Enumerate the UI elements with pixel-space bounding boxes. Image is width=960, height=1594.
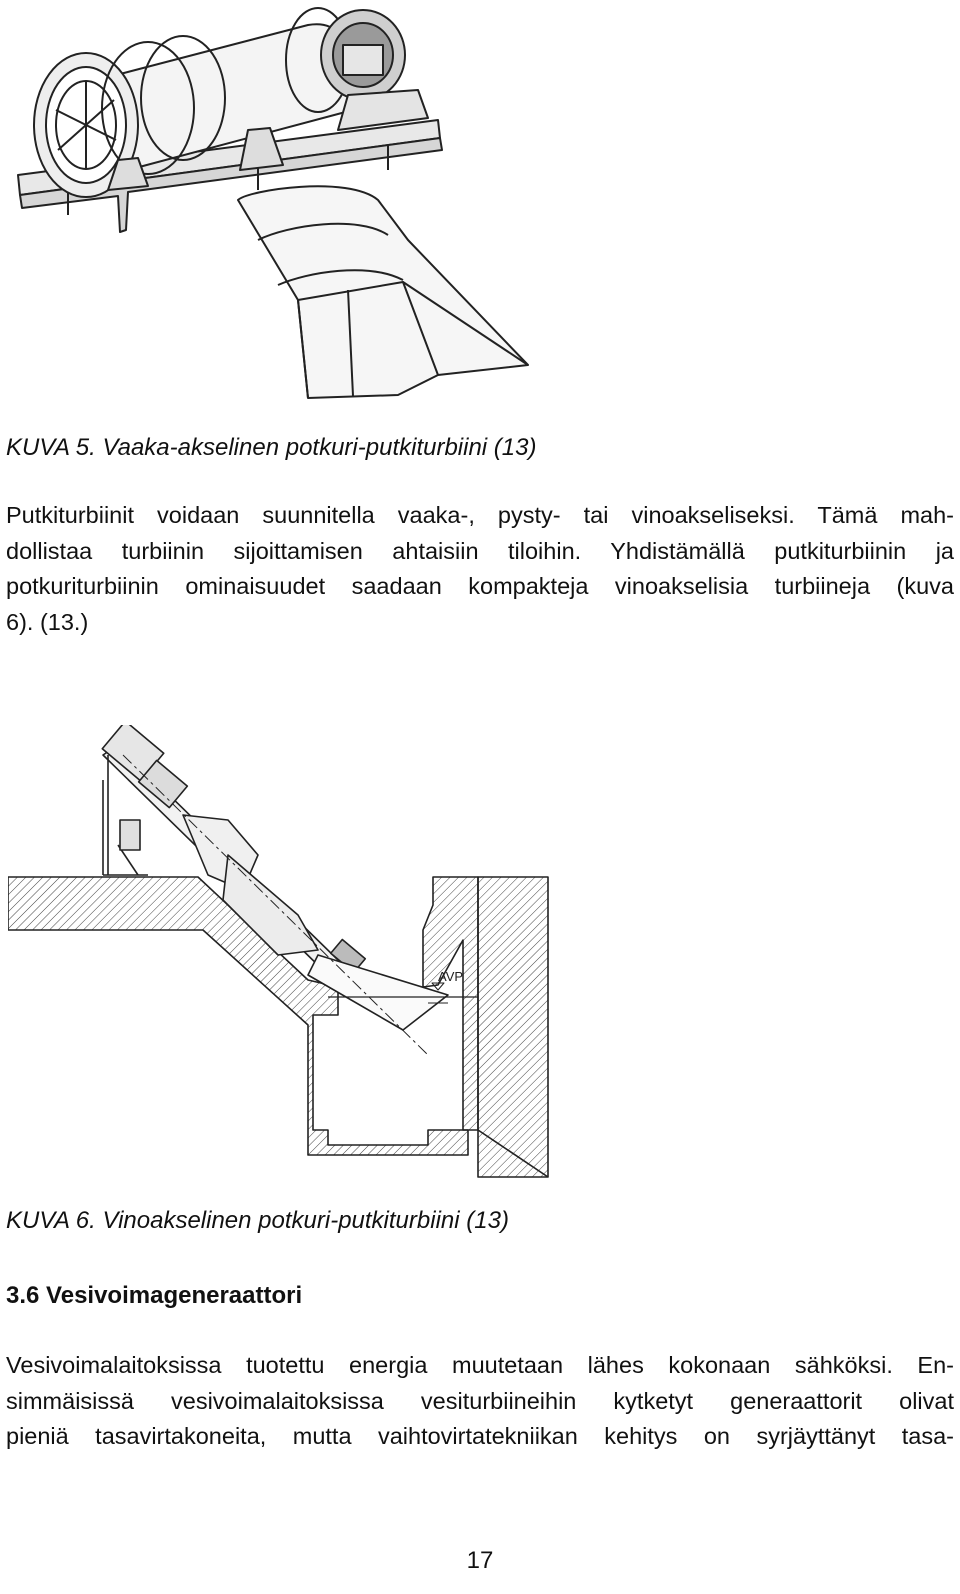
figure-6-caption: KUVA 6. Vinoakselinen potkuri-putkiturbiini (13) bbox=[6, 1207, 509, 1234]
paragraph-generators bbox=[6, 1348, 954, 1455]
section-heading: 3.6 Vesivoimageneraattori bbox=[6, 1282, 303, 1309]
paragraph-line: dollistaa turbiinin sijoittamisen ahtaisiin tiloihin. Yhdistämällä putkiturbiinin ja bbox=[6, 537, 954, 564]
paragraph-tube-turbines bbox=[6, 498, 954, 640]
figure-6-cross-section-drawing bbox=[8, 725, 556, 1180]
figure-5-turbine-drawing bbox=[8, 0, 548, 410]
paragraph-line: 6). (13.) bbox=[6, 608, 89, 635]
water-level-label: AVP bbox=[438, 969, 464, 984]
paragraph-line: Vesivoimalaitoksissa tuotettu energia muutetaan lähes kokonaan sähköksi. En- bbox=[6, 1352, 954, 1378]
paragraph-line: simmäisissä vesivoimalaitoksissa vesiturbiineihin kytketyt generaattorit olivat bbox=[6, 1387, 954, 1414]
page-number: 17 bbox=[466, 1547, 494, 1574]
paragraph-line: Putkiturbiinit voidaan suunnitella vaaka-, pysty- tai vinoakseliseksi. Tämä mah- bbox=[6, 502, 954, 528]
paragraph-line: potkuriturbiinin ominaisuudet saadaan kompakteja vinoakselisia turbiineja (kuva bbox=[6, 573, 954, 599]
figure-5-caption: KUVA 5. Vaaka-akselinen potkuri-putkiturbiini (13) bbox=[6, 434, 537, 461]
paragraph-line: pieniä tasavirtakoneita, mutta vaihtovirtatekniikan kehitys on syrjäyttänyt tasa- bbox=[6, 1423, 954, 1449]
